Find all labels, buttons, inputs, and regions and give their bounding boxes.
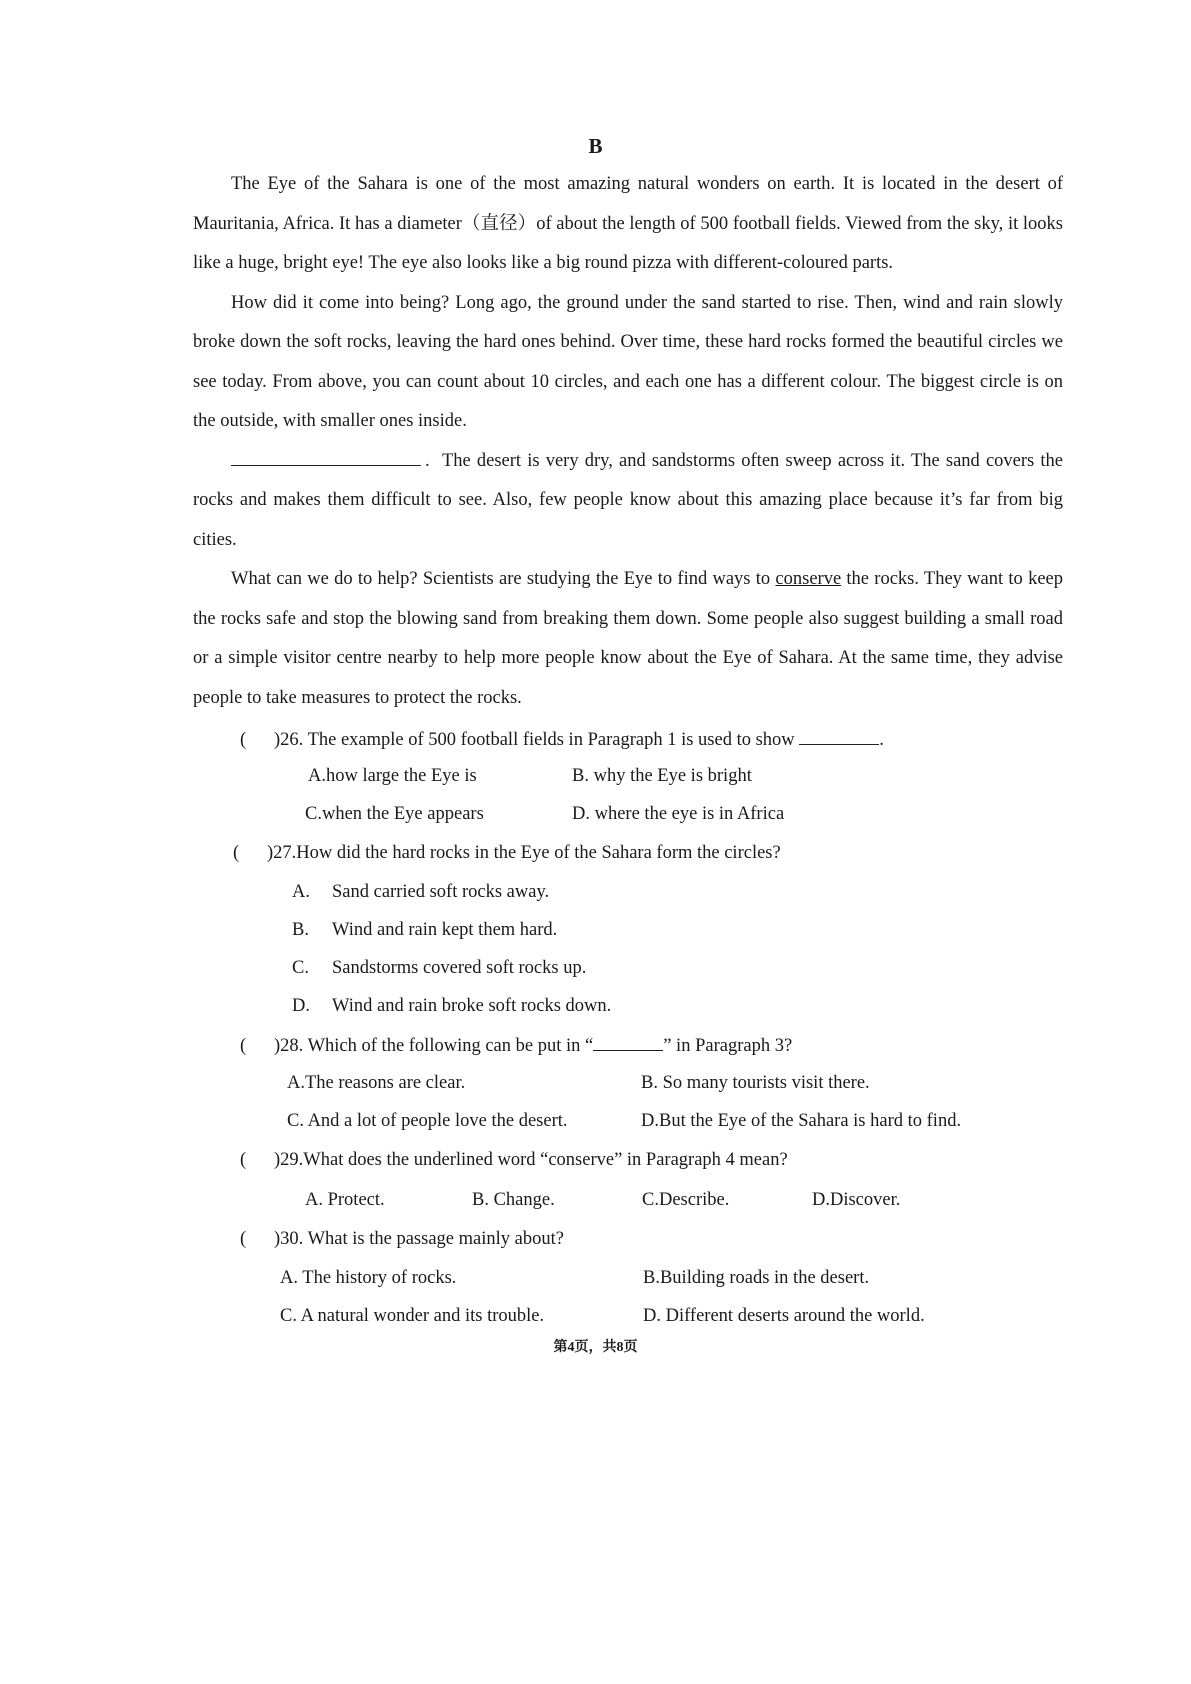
option-30c: C. A natural wonder and its trouble. xyxy=(280,1306,545,1326)
question-29 xyxy=(240,1150,788,1171)
answer-paren: ( xyxy=(240,730,247,750)
question-27 xyxy=(233,843,781,864)
option-28c: C. And a lot of people love the desert. xyxy=(287,1111,568,1131)
option-30a: A. The history of rocks. xyxy=(280,1268,457,1288)
section-label: B xyxy=(588,134,603,158)
option-27b: B. Wind and rain kept them hard. xyxy=(292,920,558,940)
paragraph-2: How did it come into being? Long ago, the ground under the sand started to rise. Then, wind and rain slowly broke down the soft rocks, leaving the hard ones behind. Over time, these hard rocks formed the beautiful circles we see today. From above, you can count about 10 circles, and each one has a different colour. The biggest circle is on the outside, with smaller ones inside. xyxy=(193,292,1063,431)
question-28: ( )28. Which of the following can be put in “ ” in Paragraph 3? xyxy=(240,1036,793,1056)
answer-paren: ( xyxy=(233,843,240,863)
question-stem: )26. The example of 500 football fields in Paragraph 1 is used to show xyxy=(274,730,795,750)
option-30b: B.Building roads in the desert. xyxy=(643,1268,870,1288)
question-stem: )29.What does the underlined word “conserve” in Paragraph 4 mean? xyxy=(274,1150,788,1170)
paragraph-3-blank-mark: . xyxy=(425,450,430,471)
paragraph-4: What can we do to help? Scientists are studying the Eye to find ways to conserve the rocks. They want to keep the rocks safe and stop the blowing sand from breaking them down. Some people also suggest building a small road or a simple visitor centre nearby to help more people know about the Eye of Sahara. At the same time, they advise people to take measures to protect the rocks. xyxy=(193,569,1063,708)
option-28b: B. So many tourists visit there. xyxy=(641,1073,870,1093)
option-29a: A. Protect. xyxy=(305,1190,385,1210)
paragraph-3-text: The desert is very dry, and sandstorms often sweep across it. The sand covers the rocks and makes them difficult to see. Also, few people know about this amazing place because it’s far from big cities. xyxy=(193,450,1064,550)
answer-paren: ( xyxy=(240,1150,247,1170)
option-28d: D.But the Eye of the Sahara is hard to find. xyxy=(641,1111,962,1131)
answer-blank xyxy=(593,1034,663,1051)
question-stem: )30. What is the passage mainly about? xyxy=(274,1229,564,1249)
paragraph-3-blank xyxy=(231,447,421,466)
page-number: 第4页，共8页 xyxy=(553,1340,638,1355)
answer-paren: ( xyxy=(240,1036,247,1056)
paragraph-3 xyxy=(193,442,1063,561)
option-29d: D.Discover. xyxy=(812,1190,901,1210)
question-26: ( )26. The example of 500 football fields in Paragraph 1 is used to show . xyxy=(240,730,884,750)
question-30 xyxy=(240,1229,564,1250)
answer-paren: ( xyxy=(240,1229,247,1249)
option-28a: A.The reasons are clear. xyxy=(287,1073,466,1093)
option-27a: A. Sand carried soft rocks away. xyxy=(292,882,550,902)
option-27c: C. Sandstorms covered soft rocks up. xyxy=(292,958,587,978)
option-26c: C.when the Eye appears xyxy=(305,804,484,824)
question-stem: )28. Which of the following can be put in “ xyxy=(274,1036,594,1056)
option-27d: D. Wind and rain broke soft rocks down. xyxy=(292,996,612,1016)
underlined-word-conserve: conserve xyxy=(775,569,842,589)
question-stem: )27.How did the hard rocks in the Eye of the Sahara form the circles? xyxy=(267,843,781,863)
paragraph-1: The Eye of the Sahara is one of the most amazing natural wonders on earth. It is located in the desert of Mauritania, Africa. It has a diameter（直径）of about the length of 500 football fields. Viewed from the sky, it looks like a huge, bright eye! The eye also looks like a big round pizza with different-coloured parts. xyxy=(193,174,1063,273)
option-26b: B. why the Eye is bright xyxy=(572,766,752,786)
option-30d: D. Different deserts around the world. xyxy=(643,1306,925,1326)
reading-passage xyxy=(193,165,1063,718)
option-29c: C.Describe. xyxy=(642,1190,730,1210)
option-26d: D. where the eye is in Africa xyxy=(572,804,785,824)
option-26a: A.how large the Eye is xyxy=(308,766,477,786)
answer-blank xyxy=(799,728,879,745)
option-29b: B. Change. xyxy=(472,1190,555,1210)
